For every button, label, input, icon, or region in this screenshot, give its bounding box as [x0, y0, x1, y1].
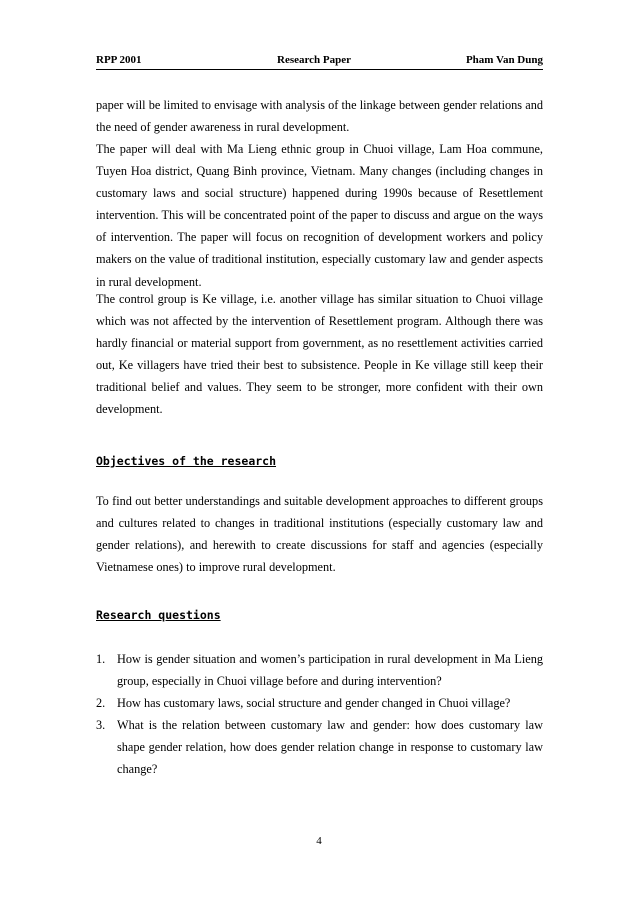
question-item	[96, 714, 543, 780]
heading-research-questions: Research questions	[96, 608, 221, 622]
heading-objectives: Objectives of the research	[96, 454, 277, 468]
question-number: 3.	[96, 718, 106, 733]
question-item	[96, 692, 543, 714]
question-number: 2.	[96, 696, 106, 711]
header-course: RPP 2001	[96, 54, 142, 66]
question-text: How is gender situation and women’s participation in rural development in Ma Lieng group, especially in Chuoi village before and during intervention?	[117, 652, 543, 689]
question-number: 1.	[96, 652, 106, 666]
paragraph-intro-continuation: paper will be limited to envisage with analysis of the linkage between gender relations and the need of gender awareness in rural development.	[96, 98, 543, 135]
paragraph-objectives: To find out better understandings and suitable development approaches to different groups and cultures related to changes in traditional institutions (especially customary law and gender relations), and herewith to create discussions for staff and agencies (especially Vietnamese ones) to improve rural development.	[96, 494, 543, 575]
question-text: What is the relation between customary law and gender: how does customary law shape gender relation, how does gender relation change in response to customary law change?	[117, 718, 543, 777]
header-author: Pham Van Dung	[465, 54, 543, 66]
header-doc-type: Research Paper	[277, 54, 352, 66]
research-questions-list	[96, 648, 543, 781]
question-text: How has customary laws, social structure and gender changed in Chuoi village?	[117, 696, 511, 711]
paragraph-control-group: The control group is Ke village, i.e. another village has similar situation to Chuoi village which was not affected by the intervention of Resettlement program. Although there was hardly financial or material support from government, as no resettlement activities carried out, Ke villagers have tried their best to subsistence. People in Ke village still keep their traditional belief and values. They seem to be stronger, more confident with their own development.	[96, 292, 543, 417]
paragraph-scope: The paper will deal with Ma Lieng ethnic group in Chuoi village, Lam Hoa commune, Tuyen Hoa district, Quang Binh province, Vietnam. Many changes (including changes in customary laws and social structure) happened during 1990s because of Resettlement intervention. This will be concentrated point of the paper to discuss and argue on the ways of intervention. The paper will focus on recognition of development workers and policy makers on the value of traditional institution, especially customary law and gender aspects in rural development.	[96, 142, 543, 289]
page-number: 4	[316, 835, 322, 847]
question-item	[96, 648, 543, 692]
page-header	[96, 53, 543, 70]
